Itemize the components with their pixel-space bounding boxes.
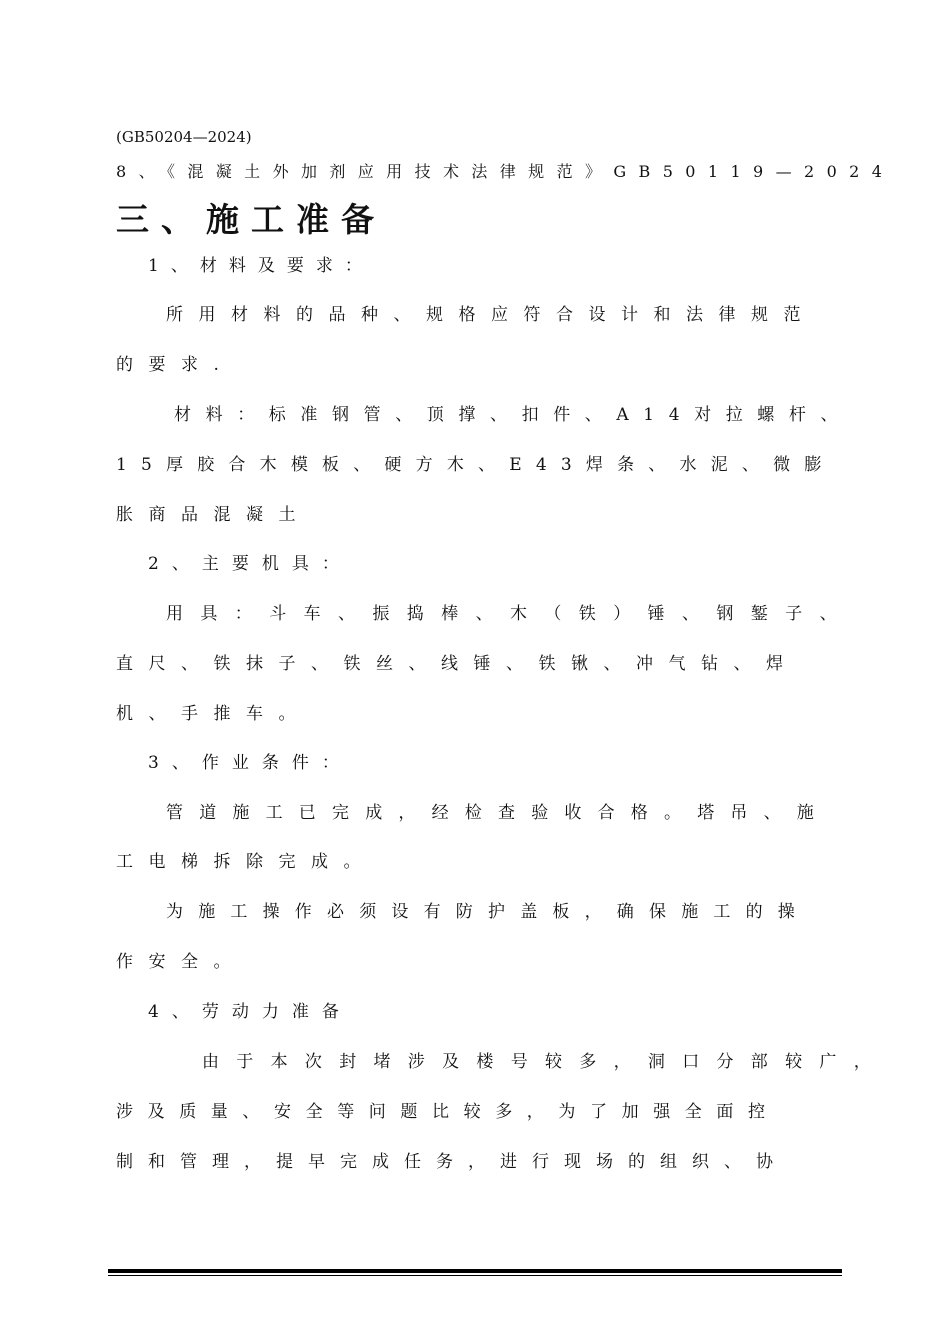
paragraph-tools-line-3: 机、手推车。 [116, 704, 311, 724]
paragraph-materials-line-2: 的要求. [116, 355, 235, 375]
paragraph-material-list-line-1: 材料：标准钢管、顶撑、扣件、A14对拉螺杆、 [174, 405, 853, 425]
paragraph-labor-line-3: 制和管理，提早完成任务，进行现场的组织、协 [116, 1152, 788, 1172]
reference-item-8: 8、《混凝土外加剂应用技术法律规范》GB50119—2024 [116, 162, 895, 181]
paragraph-safety-line-1: 为施工操作必须设有防护盖板，确保施工的操 [166, 902, 810, 922]
paragraph-conditions-line-2: 工电梯拆除完成。 [116, 852, 376, 872]
paragraph-material-list-line-3: 胀商品混凝土 [116, 505, 311, 525]
item-1-title: 1、材料及要求： [148, 256, 374, 276]
paragraph-material-list-line-2: 15厚胶合木模板、硬方木、E43焊条、水泥、微膨 [116, 455, 836, 475]
footer-rule-thick [108, 1269, 842, 1273]
item-2-title: 2、主要机具： [148, 554, 352, 574]
footer-rule-thin [108, 1275, 842, 1276]
item-3-title: 3、作业条件： [148, 753, 352, 773]
paragraph-materials-line-1: 所用材料的品种、规格应符合设计和法律规范 [166, 305, 816, 325]
section-title: 三、施工准备 [116, 200, 386, 239]
paragraph-labor-line-1: 由于本次封堵涉及楼号较多，洞口分部较广， [202, 1052, 888, 1072]
paragraph-conditions-line-1: 管道施工已完成，经检查验收合格。塔吊、施 [166, 803, 830, 823]
item-4-title: 4、劳动力准备 [148, 1002, 352, 1022]
standard-code-line: (GB50204—2024) [116, 128, 252, 146]
paragraph-labor-line-2: 涉及质量、安全等问题比较多，为了加强全面控 [116, 1102, 780, 1122]
paragraph-safety-line-2: 作安全。 [116, 952, 246, 972]
paragraph-tools-line-1: 用具：斗车、振捣棒、木（铁）锤、钢錾子、 [166, 604, 854, 624]
paragraph-tools-line-2: 直尺、铁抹子、铁丝、线锤、铁锹、冲气钻、焊 [116, 654, 799, 674]
